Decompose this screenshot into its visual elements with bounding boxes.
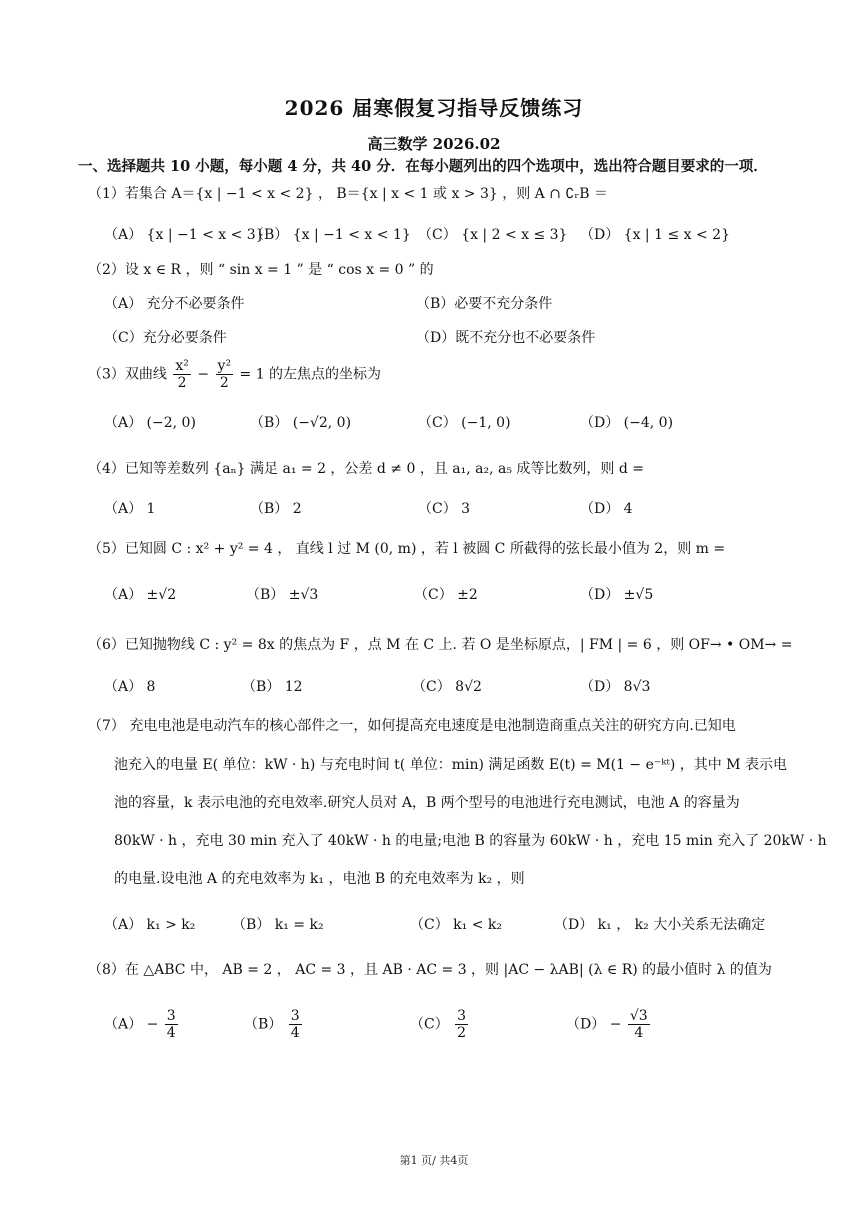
question-7-line-2: 池充入的电量 E( 单位：kW · h) 与充电时间 t( 单位：min) 满足函数 E(t) = M(1 − e⁻ᵏᵗ) ，其中 M 表示电 (114, 757, 787, 773)
minus-sign: − (609, 1016, 622, 1033)
question-3-option-c: （C） (−1, 0) (418, 415, 511, 431)
option-fraction (455, 1008, 468, 1041)
question-3-option-b: （B） (−√2, 0) (250, 415, 352, 431)
fraction-numerator: 3 (457, 1008, 467, 1024)
fraction-numerator: x² (175, 358, 189, 374)
question-6-option-a: （A） 8 (104, 679, 156, 695)
question-7-option-a: （A） k₁ > k₂ (104, 917, 196, 933)
question-3-suffix: = 1 的左焦点的坐标为 (239, 366, 382, 383)
fraction-numerator: 3 (290, 1008, 300, 1024)
fraction-denominator: 2 (219, 375, 229, 392)
minus-sign: − (197, 366, 210, 383)
question-8-option-c (410, 1008, 470, 1041)
question-3-option-a: （A） (−2, 0) (104, 415, 196, 431)
question-3-fraction-x (173, 358, 191, 391)
question-6-stem: （6）已知抛物线 C : y² = 8x 的焦点为 F ，点 M 在 C 上. 若 O 是坐标原点，| FM | = 6 ，则 OF→ • OM→ = (88, 637, 793, 653)
question-7-option-c: （C） k₁ < k₂ (410, 917, 502, 933)
fraction-numerator: √3 (629, 1008, 648, 1024)
question-1-option-d: （D） {x | 1 ≤ x < 2} (580, 227, 730, 243)
question-8-option-a (104, 1008, 180, 1041)
fraction-denominator: 2 (177, 375, 187, 392)
option-label: （B） (244, 1016, 283, 1033)
question-7-option-b: （B） k₁ = k₂ (232, 917, 324, 933)
question-4-option-c: （C） 3 (418, 501, 471, 517)
option-fraction (165, 1008, 178, 1041)
option-label: （C） (410, 1016, 449, 1033)
question-1-option-a: （A） {x | −1 < x < 3} (104, 227, 265, 243)
question-3-prefix: （3）双曲线 (88, 366, 167, 383)
question-4-option-a: （A） 1 (104, 501, 156, 517)
page-subtitle: 高三数学 2026.02 (367, 135, 501, 153)
question-7-option-d: （D） k₁ ， k₂ 大小关系无法确定 (554, 917, 766, 933)
option-fraction (289, 1008, 302, 1041)
question-2-option-b: （B）必要不充分条件 (416, 296, 553, 312)
question-2-option-c: （C）充分必要条件 (104, 330, 227, 346)
fraction-numerator: 3 (166, 1008, 176, 1024)
fraction-denominator: 2 (457, 1025, 467, 1042)
question-3-option-d: （D） (−4, 0) (580, 415, 674, 431)
option-fraction (628, 1008, 650, 1041)
question-4-stem: （4）已知等差数列 {aₙ} 满足 a₁ = 2 ，公差 d ≠ 0 ，且 a₁, a₂, a₅ 成等比数列，则 d = (88, 461, 644, 477)
question-1-option-c: （C） {x | 2 < x ≤ 3} (418, 227, 568, 243)
question-3-fraction-y (216, 358, 234, 391)
fraction-denominator: 4 (166, 1025, 176, 1042)
question-5-option-c: （C） ±2 (414, 587, 478, 603)
question-1-stem: （1）若集合 A＝{x | −1 < x < 2} ， B＝{x | x < 1 或 x > 3} ，则 A ∩ ∁ᵣB ＝ (88, 186, 608, 202)
question-7-line-3: 池的容量，k 表示电池的充电效率.研究人员对 A，B 两个型号的电池进行充电测试，电池 A 的容量为 (114, 795, 740, 811)
question-7-line-5: 的电量.设电池 A 的充电效率为 k₁ ，电池 B 的充电效率为 k₂ ，则 (114, 871, 525, 887)
question-3-stem (88, 358, 381, 391)
question-2-stem: （2）设 x ∈ R ，则 “ sin x = 1 ” 是 “ cos x = 0 ” 的 (88, 262, 434, 278)
fraction-denominator: 4 (634, 1025, 644, 1042)
fraction-denominator: 4 (290, 1025, 300, 1042)
question-2-option-a: （A） 充分不必要条件 (104, 296, 245, 312)
question-7-line-4: 80kW · h ，充电 30 min 充入了 40kW · h 的电量;电池 B 的容量为 60kW · h ，充电 15 min 充入了 20kW · h (114, 833, 827, 849)
question-4-option-d: （D） 4 (580, 501, 633, 517)
minus-sign: − (146, 1016, 159, 1033)
option-label: （D） (566, 1016, 606, 1033)
question-4-option-b: （B） 2 (250, 501, 302, 517)
page-footer: 第1 页/ 共4页 (399, 1154, 469, 1167)
question-5-option-d: （D） ±√5 (580, 587, 654, 603)
question-6-option-d: （D） 8√3 (580, 679, 651, 695)
question-8-stem: （8）在 △ABC 中， AB = 2 ， AC = 3 ，且 AB · AC = 3 ，则 |AC − λAB| (λ ∈ R) 的最小值时 λ 的值为 (88, 962, 772, 978)
page-title: 2026 届寒假复习指导反馈练习 (284, 96, 584, 120)
question-1-option-b: （B） {x | −1 < x < 1} (250, 227, 411, 243)
fraction-numerator: y² (217, 358, 232, 374)
option-label: （A） (104, 1016, 143, 1033)
question-5-option-a: （A） ±√2 (104, 587, 177, 603)
section-heading: 一、选择题共 10 小题，每小题 4 分，共 40 分．在每小题列出的四个选项中，选出符合题目要求的一项． (78, 158, 768, 175)
question-6-option-b: （B） 12 (242, 679, 303, 695)
question-6-option-c: （C） 8√2 (412, 679, 482, 695)
question-8-option-d (566, 1008, 652, 1041)
question-7-line-1: （7） 充电电池是电动汽车的核心部件之一，如何提高充电速度是电池制造商重点关注的研究方向.已知电 (88, 718, 736, 734)
question-8-option-b (244, 1008, 304, 1041)
question-5-option-b: （B） ±√3 (246, 587, 319, 603)
question-2-option-d: （D）既不充分也不必要条件 (416, 330, 596, 346)
question-5-stem: （5）已知圆 C : x² + y² = 4 ， 直线 l 过 M (0, m) ，若 l 被圆 C 所截得的弦长最小值为 2，则 m = (88, 541, 726, 557)
